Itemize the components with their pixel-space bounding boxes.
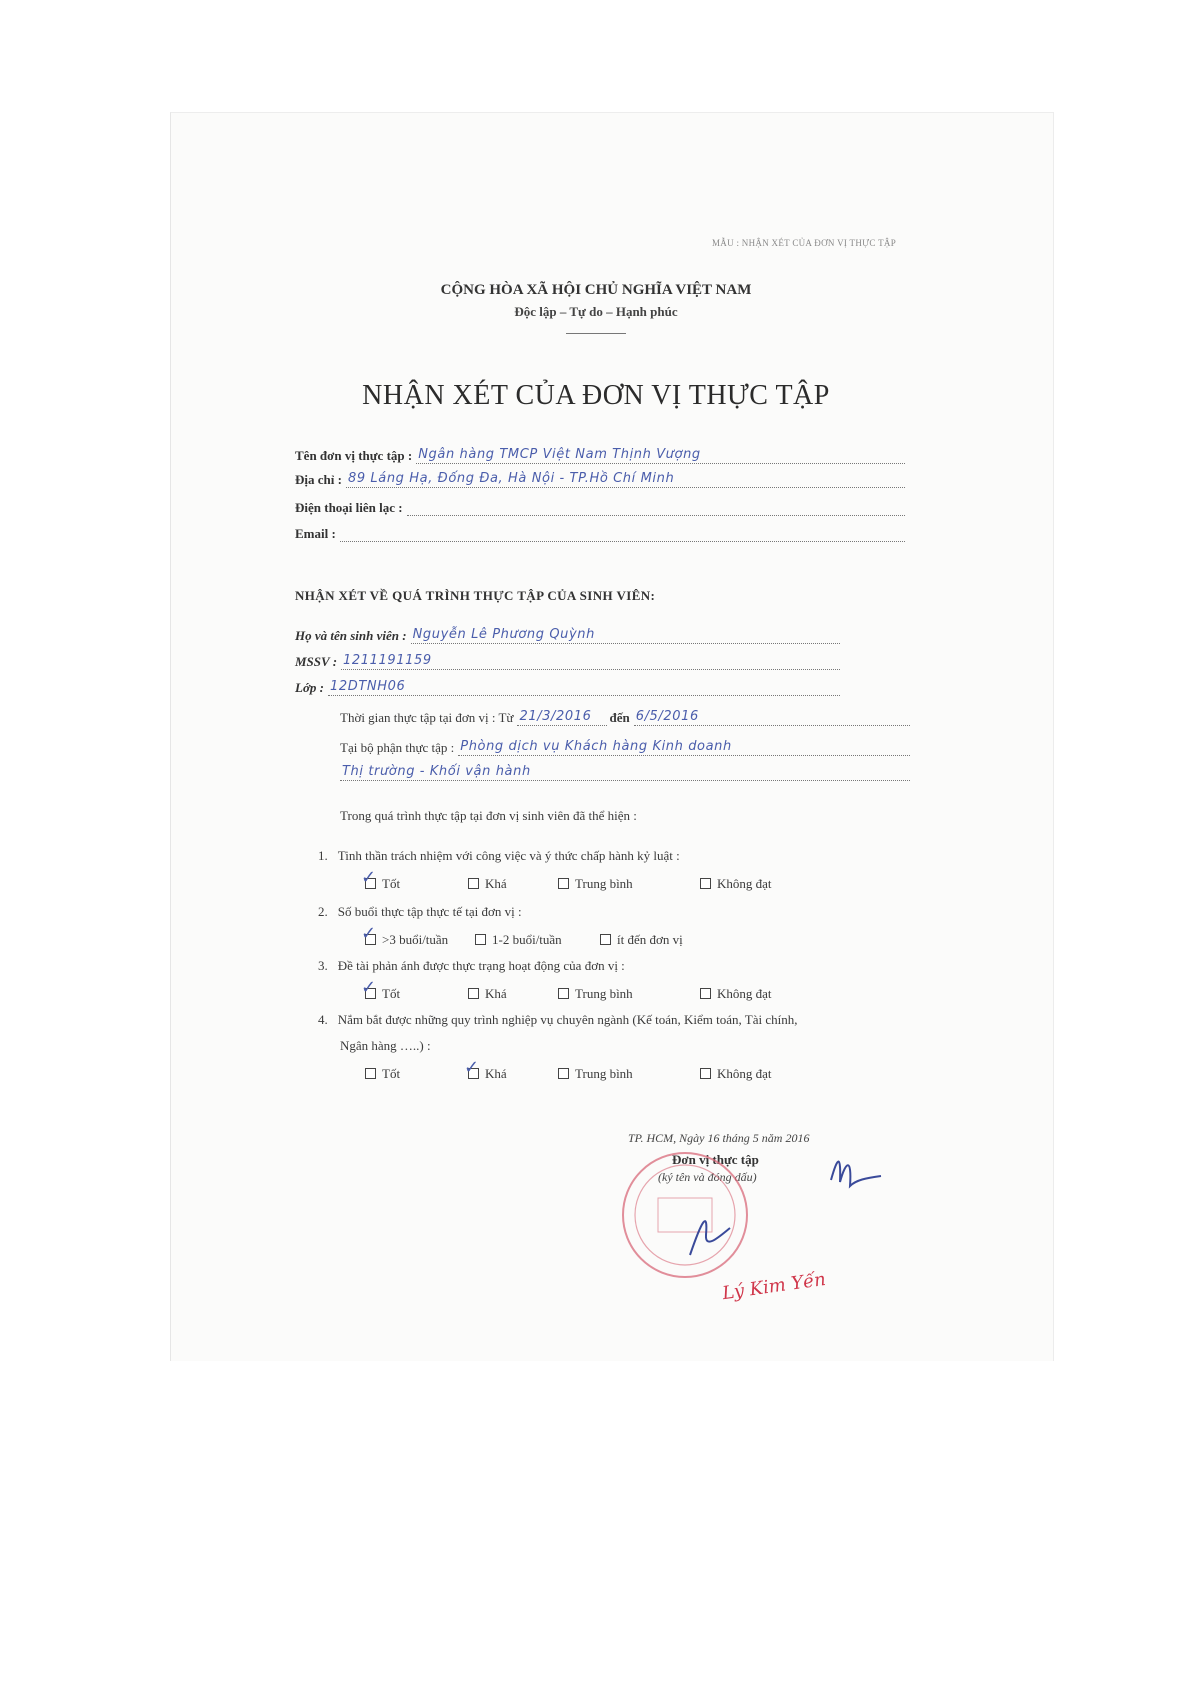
criterion-4-option[interactable] [468,1066,507,1082]
option-label: >3 buổi/tuần [382,932,449,947]
signer-name: Lý Kim Yến [721,1268,828,1305]
criterion-3-option[interactable] [558,986,633,1002]
student-field [411,629,840,644]
student-row [295,628,840,644]
criterion-number: 2. [318,904,328,919]
criterion-number: 1. [318,848,328,863]
dept-field-2 [340,766,910,781]
criterion-3-option[interactable] [365,986,400,1002]
criterion-number: 3. [318,958,328,973]
option-label: Trung bình [575,1066,633,1081]
criterion-number: 4. [318,1012,328,1027]
address-row [295,472,905,488]
checkbox-icon[interactable] [468,878,479,889]
checkbox-icon[interactable] [600,934,611,945]
criterion-3-text [318,958,625,974]
unit-name-field [416,449,905,464]
assessment-heading: NHẬN XÉT VỀ QUÁ TRÌNH THỰC TẬP CỦA SINH VIÊN: [295,588,656,603]
criterion-2-option[interactable] [365,932,448,948]
email-label: Email : [295,526,336,541]
criterion-1-text [318,848,680,864]
checkbox-icon[interactable] [468,988,479,999]
criterion-3-option[interactable] [468,986,507,1002]
period-to-label: đến [609,710,630,725]
dept-field [458,741,910,756]
email-field [340,527,905,542]
checkbox-icon[interactable] [700,1068,711,1079]
phone-row [295,500,905,516]
dept-value-2: Thị trường - Khối vận hành [342,764,531,779]
class-field [328,681,840,696]
criterion-2-text [318,904,522,920]
unit-name-row [295,448,905,464]
dept-row-2 [340,766,910,781]
criterion-2-option[interactable] [475,932,562,948]
criterion-4-option[interactable] [700,1066,772,1082]
dept-row [340,740,910,756]
mssv-row [295,654,840,670]
criterion-1-option[interactable] [558,876,633,892]
period-from-value: 21/3/2016 [519,709,592,724]
signature-scribble [826,1150,886,1195]
address-value: 89 Láng Hạ, Đống Đa, Hà Nội - TP.Hồ Chí Minh [347,471,675,486]
signature-note: (ký tên và đóng dấu) [658,1170,757,1184]
period-to-field [634,711,910,726]
option-label: 1-2 buổi/tuần [492,932,562,947]
option-label: Tốt [382,1066,401,1081]
period-label: Thời gian thực tập tại đơn vị : Từ [340,710,514,725]
checkbox-icon[interactable] [558,988,569,999]
mssv-field [341,655,840,670]
option-label: Khá [485,986,507,1001]
criterion-1-option[interactable] [365,876,400,892]
motto: Độc lập – Tự do – Hạnh phúc [514,304,678,319]
company-stamp [610,1140,760,1290]
student-value: Nguyễn Lê Phương Quỳnh [412,627,595,642]
option-label: Trung bình [575,876,633,891]
mssv-value: 1211191159 [343,653,432,668]
checkbox-icon[interactable] [558,878,569,889]
address-label: Địa chỉ : [295,472,342,487]
option-label: Khá [485,876,507,891]
divider [566,333,626,334]
criterion-1-option[interactable] [468,876,507,892]
checkbox-icon[interactable] [365,934,376,945]
checkbox-icon[interactable] [475,934,486,945]
criterion-1-option[interactable] [700,876,772,892]
criterion-label-continued: Ngân hàng …..) : [340,1038,431,1053]
option-label: ít đến đơn vị [617,932,683,947]
class-value: 12DTNH06 [330,679,406,694]
address-field [346,473,905,488]
criterion-label: Nắm bắt được những quy trình nghiệp vụ chuyên ngành (Kế toán, Kiểm toán, Tài chính, [337,1012,798,1027]
dept-value-1: Phòng dịch vụ Khách hàng Kinh doanh [460,739,732,754]
option-label: Không đạt [717,986,772,1001]
period-row [340,710,910,726]
option-label: Tốt [382,986,401,1001]
criterion-2-option[interactable] [600,932,683,948]
criterion-label: Tinh thần trách nhiệm với công việc và ý thức chấp hành kỷ luật : [337,848,680,863]
mssv-label: MSSV : [295,654,338,669]
option-label: Tốt [382,876,401,891]
criterion-label: Số buổi thực tập thực tế tại đơn vị : [337,904,522,919]
form-code: MẪU : NHẬN XÉT CỦA ĐƠN VỊ THỰC TẬP [712,238,897,248]
class-label: Lớp : [295,680,324,695]
student-label: Họ và tên sinh viên : [295,628,407,643]
period-to-value: 6/5/2016 [635,709,699,724]
checkbox-icon[interactable] [700,988,711,999]
criterion-3-option[interactable] [700,986,772,1002]
class-row [295,680,840,696]
checkbox-icon[interactable] [468,1068,479,1079]
option-label: Không đạt [717,876,772,891]
period-from-field [517,711,607,726]
option-label: Khá [485,1066,507,1081]
signature-title: Đơn vị thực tập [672,1152,759,1167]
checkbox-icon[interactable] [365,988,376,999]
phone-label: Điện thoại liên lạc : [295,500,403,515]
document-title: NHẬN XÉT CỦA ĐƠN VỊ THỰC TẬP [362,380,830,411]
checkbox-icon[interactable] [365,1068,376,1079]
unit-name-value: Ngân hàng TMCP Việt Nam Thịnh Vượng [418,447,701,462]
intro-text: Trong quá trình thực tập tại đơn vị sinh viên đã thể hiện : [340,808,637,823]
criterion-4-text [318,1012,798,1028]
checkbox-icon[interactable] [700,878,711,889]
criterion-label: Đề tài phản ánh được thực trạng hoạt động của đơn vị : [337,958,625,973]
criterion-4-option[interactable] [365,1066,400,1082]
option-label: Trung bình [575,986,633,1001]
email-row [295,526,905,542]
place-date: TP. HCM, Ngày 16 tháng 5 năm 2016 [628,1131,810,1145]
criterion-4-option[interactable] [558,1066,633,1082]
phone-field [407,501,905,516]
nation-heading: CỘNG HÒA XÃ HỘI CHỦ NGHĨA VIỆT NAM [440,282,752,298]
option-label: Không đạt [717,1066,772,1081]
checkbox-icon[interactable] [558,1068,569,1079]
unit-name-label: Tên đơn vị thực tập : [295,448,413,463]
checkbox-icon[interactable] [365,878,376,889]
dept-label: Tại bộ phận thực tập : [340,740,455,755]
